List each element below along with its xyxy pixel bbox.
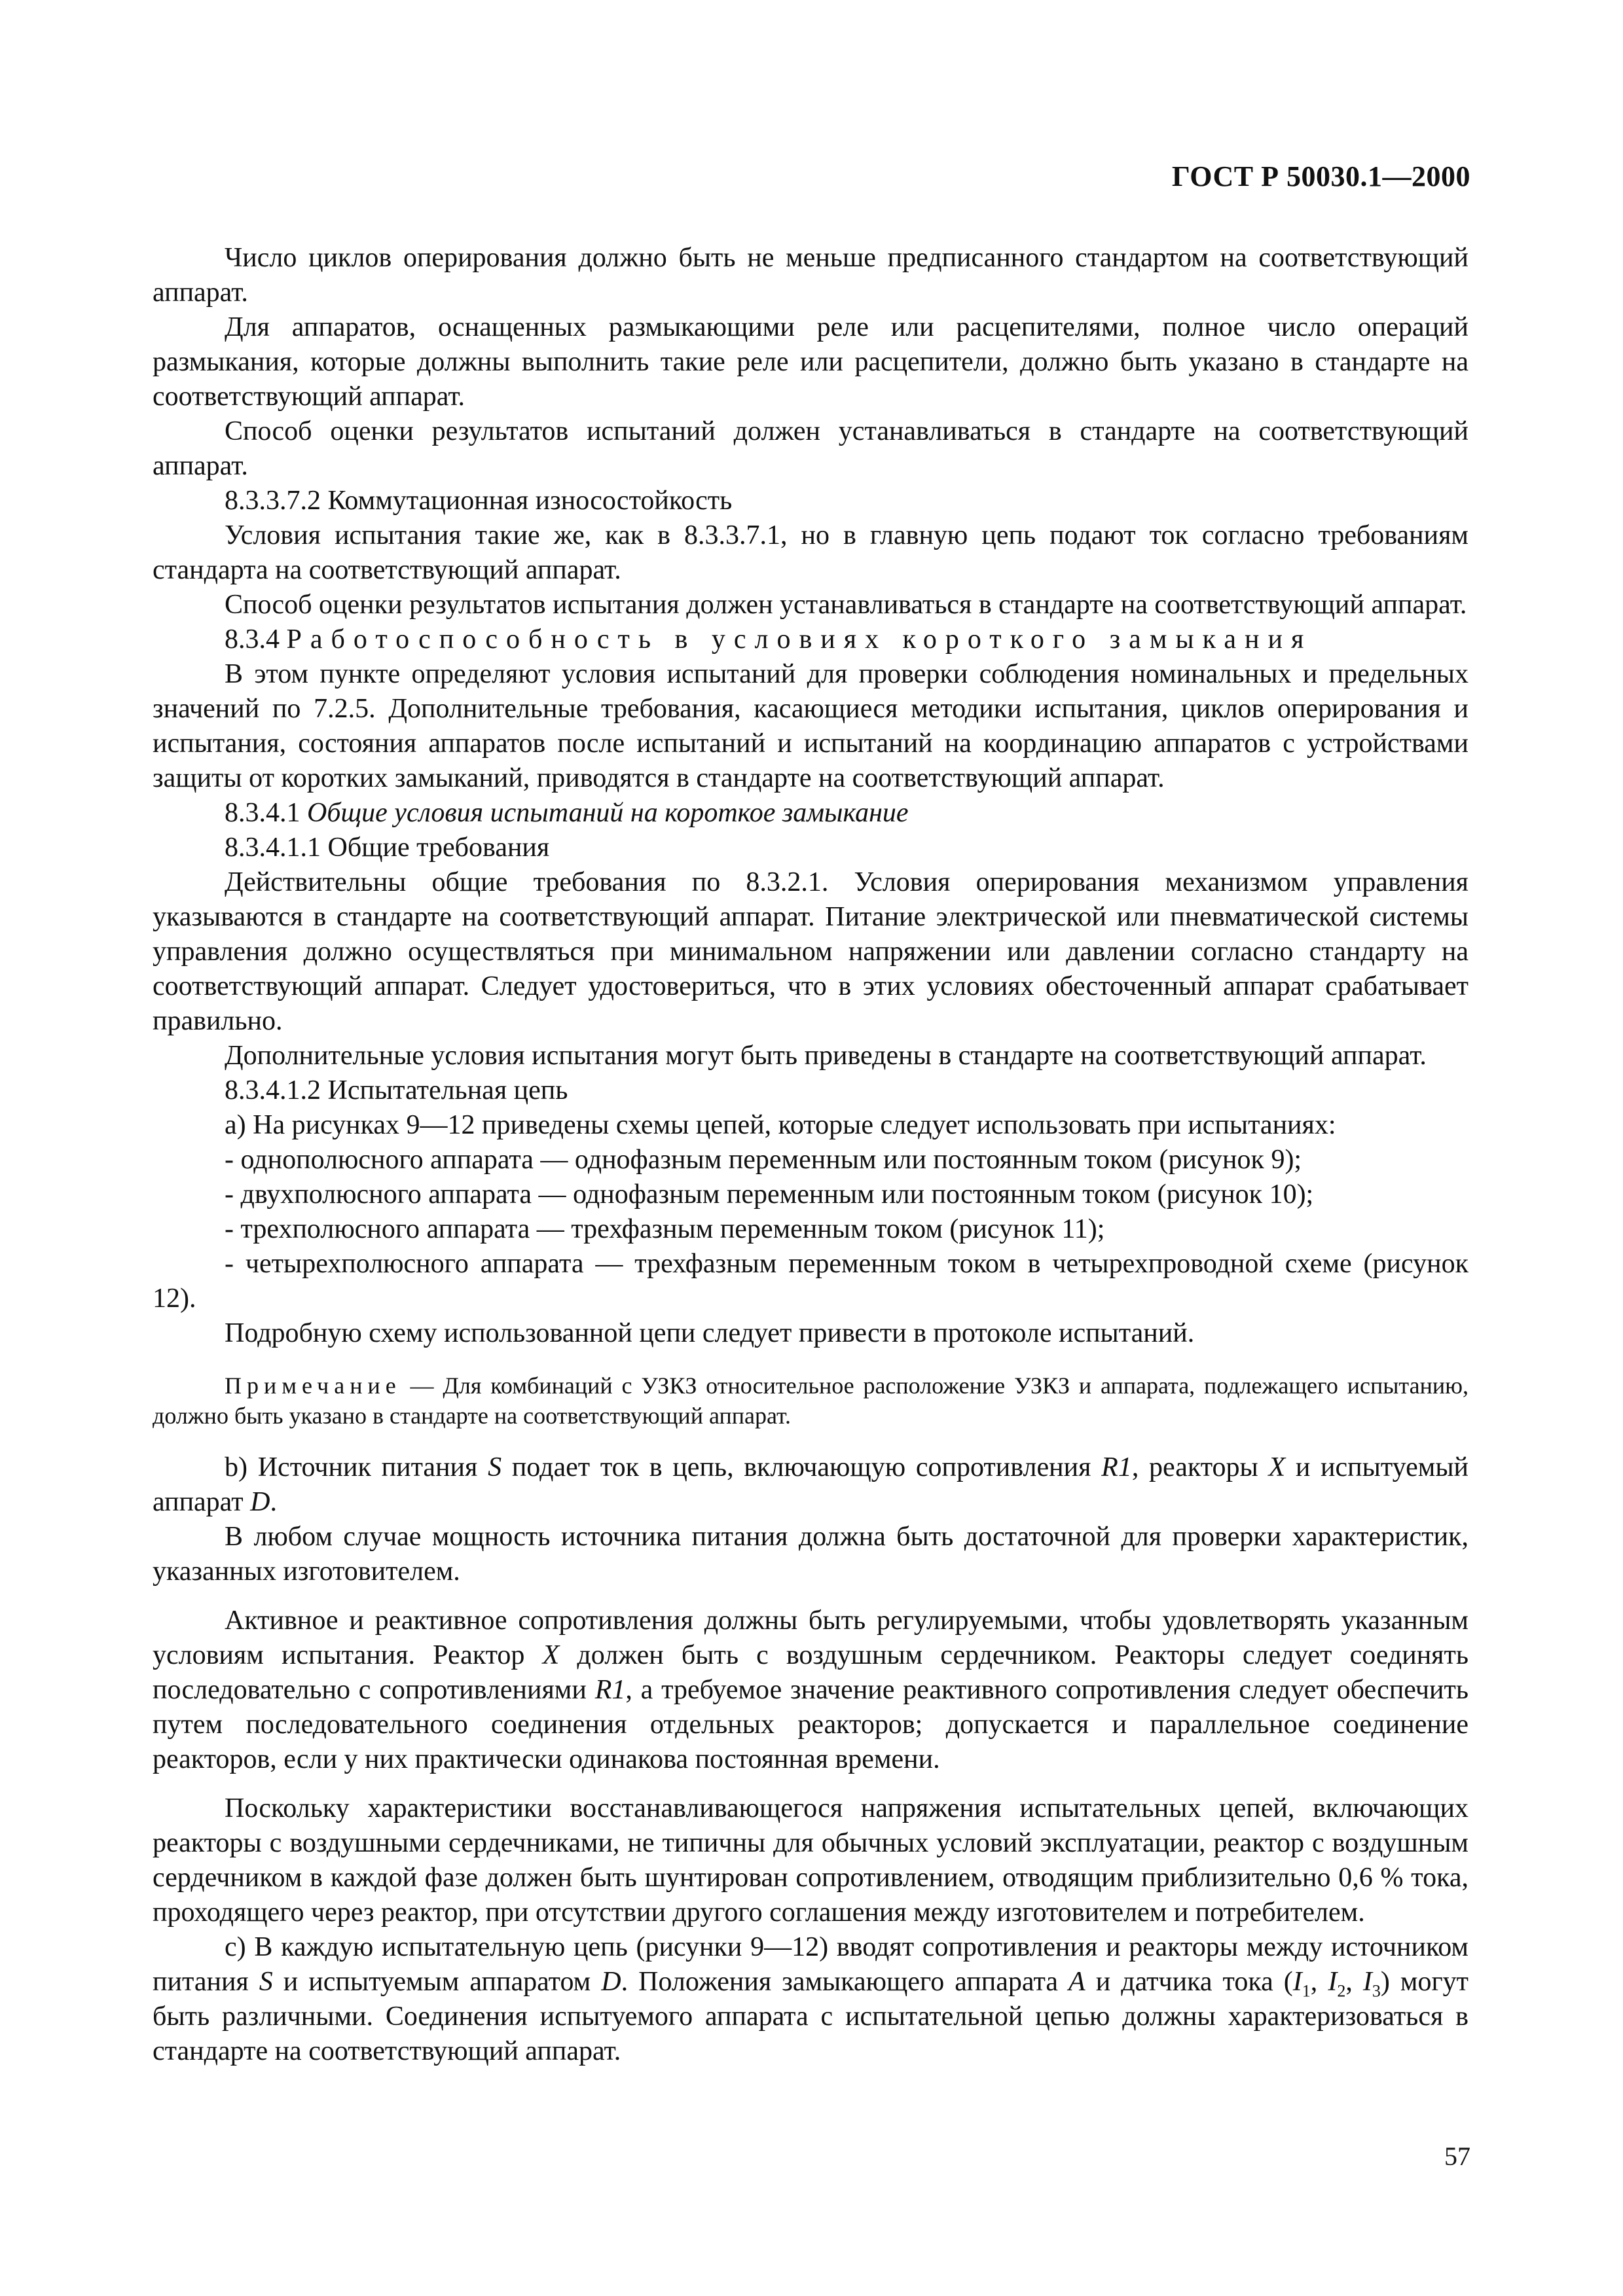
paragraph: Активное и реактивное сопротивления должны быть регулируемыми, чтобы удовлетворять указанным условиям испытания. Реактор X должен быть с воздушным сердечником. Реакторы следует соединять последовательно с сопротивлениями R1, а требуемое значение реактивного сопротивления следует обеспечить путем последовательного соединения отдельных реакторов; допускается и параллельное соединение реакторов, если у них практически одинакова постоянная времени. — [153, 1605, 1469, 1774]
paragraph: Условия испытания такие же, как в 8.3.3.7.1, но в главную цепь подают ток согласно требованиям стандарта на соответствующий аппарат. — [153, 520, 1468, 585]
paragraph: В любом случае мощность источника питания должна быть достаточной для проверки характеристик, указанных изготовителем. — [153, 1522, 1468, 1587]
paragraph: Действительны общие требования по 8.3.2.1. Условия оперирования механизмом управления указываются в стандарте на соответствующий аппарат. Питание электрической или пневматической системы управления должно осуществляться при минимальном напряжении или давлении согласно стандарту на соответствующий аппарат. Следует удостовериться, что в этих условиях обесточенный аппарат срабатывает правильно. — [153, 867, 1468, 1036]
section-number: 8.3.4 — [225, 624, 287, 655]
note-text: — Для комбинаций с УЗКЗ относительное расположение УЗКЗ и аппарата, подлежащего испытанию, должно быть указано в стандарте на соответствующий аппарат. — [153, 1372, 1468, 1429]
subsection-heading — [153, 796, 1468, 831]
list-item: - четырехполюсного аппарата — трехфазным переменным током в четырехпроводной схеме (рисунок 12). — [153, 1249, 1468, 1314]
paragraph: Способ оценки результатов испытаний должен устанавливаться в стандарте на соответствующий аппарат. — [153, 416, 1468, 481]
paragraph: Число циклов оперирования должно быть не меньше предписанного стандартом на соответствующий аппарат. — [153, 243, 1468, 308]
subsection-heading: 8.3.3.7.2 Коммутационная износостойкость — [225, 486, 733, 516]
paragraph: Подробную схему использованной цепи следует привести в протоколе испытаний. — [225, 1318, 1195, 1348]
paragraph: В этом пункте определяют условия испытаний для проверки соблюдения номинальных и предельных значений по 7.2.5. Дополнительные требования, касающиеся методики испытания, циклов оперирования и испытания, состояния аппаратов после испытаний и испытаний на координацию аппаратов с устройствами защиты от коротких замыканий, приводятся в стандарте на соответствующий аппарат. — [153, 659, 1468, 793]
section-title: Работоспособность в условиях короткого замыкания — [286, 624, 1313, 655]
paragraph: b) Источник питания S подает ток в цепь, включающую сопротивления R1, реакторы X и испытуемый аппарат D. — [153, 1452, 1469, 1517]
subsection-number: 8.3.4.1 — [225, 798, 307, 828]
list-intro: а) На рисунках 9—12 приведены схемы цепей, которые следует использовать при испытаниях: — [225, 1110, 1336, 1140]
list-item: - трехполюсного аппарата — трехфазным переменным током (рисунок 11); — [225, 1214, 1105, 1244]
section-heading — [153, 622, 1468, 657]
page-number: 57 — [1444, 2142, 1470, 2171]
paragraph: c) В каждую испытательную цепь (рисунки 9—12) вводят сопротивления и реакторы между источником питания S и испытуемым аппаратом D. Положения замыкающего аппарата A и датчика тока ($I_1$, $I_2$, $I_3$) могут быть различными. Соединения испытуемого аппарата с испытательной цепью должны характеризоваться в стандарте на соответствующий аппарат. — [153, 1932, 1469, 2066]
paragraph: Способ оценки результатов испытания должен устанавливаться в стандарте на соответствующий аппарат. — [225, 590, 1467, 620]
note — [153, 1371, 1468, 1431]
document-header: ГОСТ Р 50030.1—2000 — [1171, 160, 1470, 192]
document-body — [153, 241, 1468, 2069]
subsection-title: Общие условия испытаний на короткое замыкание — [307, 798, 909, 828]
paragraph: Поскольку характеристики восстанавливающегося напряжения испытательных цепей, включающих реакторы с воздушными сердечниками, не типичны для обычных условий эксплуатации, реактор с воздушным сердечником в каждой фазе должен быть шунтирован сопротивлением, отводящим приблизительно 0,6 % тока, проходящего через реактор, при отсутствии другого соглашения между изготовителем и потребителем. — [153, 1793, 1468, 1928]
paragraph: Дополнительные условия испытания могут быть приведены в стандарте на соответствующий аппарат. — [225, 1041, 1427, 1071]
subsection-heading: 8.3.4.1.1 Общие требования — [225, 833, 550, 863]
note-label: Примечание — [225, 1372, 401, 1399]
paragraph: Для аппаратов, оснащенных размыкающими реле или расцепителями, полное число операций размыкания, которые должны выполнить такие реле или расцепители, должно быть указано в стандарте на соответствующий аппарат. — [153, 312, 1468, 412]
list-item: - однополюсного аппарата — однофазным переменным или постоянным током (рисунок 9); — [225, 1145, 1302, 1175]
list-item: - двухполюсного аппарата — однофазным переменным или постоянным током (рисунок 10); — [225, 1179, 1314, 1210]
subsection-heading: 8.3.4.1.2 Испытательная цепь — [225, 1075, 568, 1105]
